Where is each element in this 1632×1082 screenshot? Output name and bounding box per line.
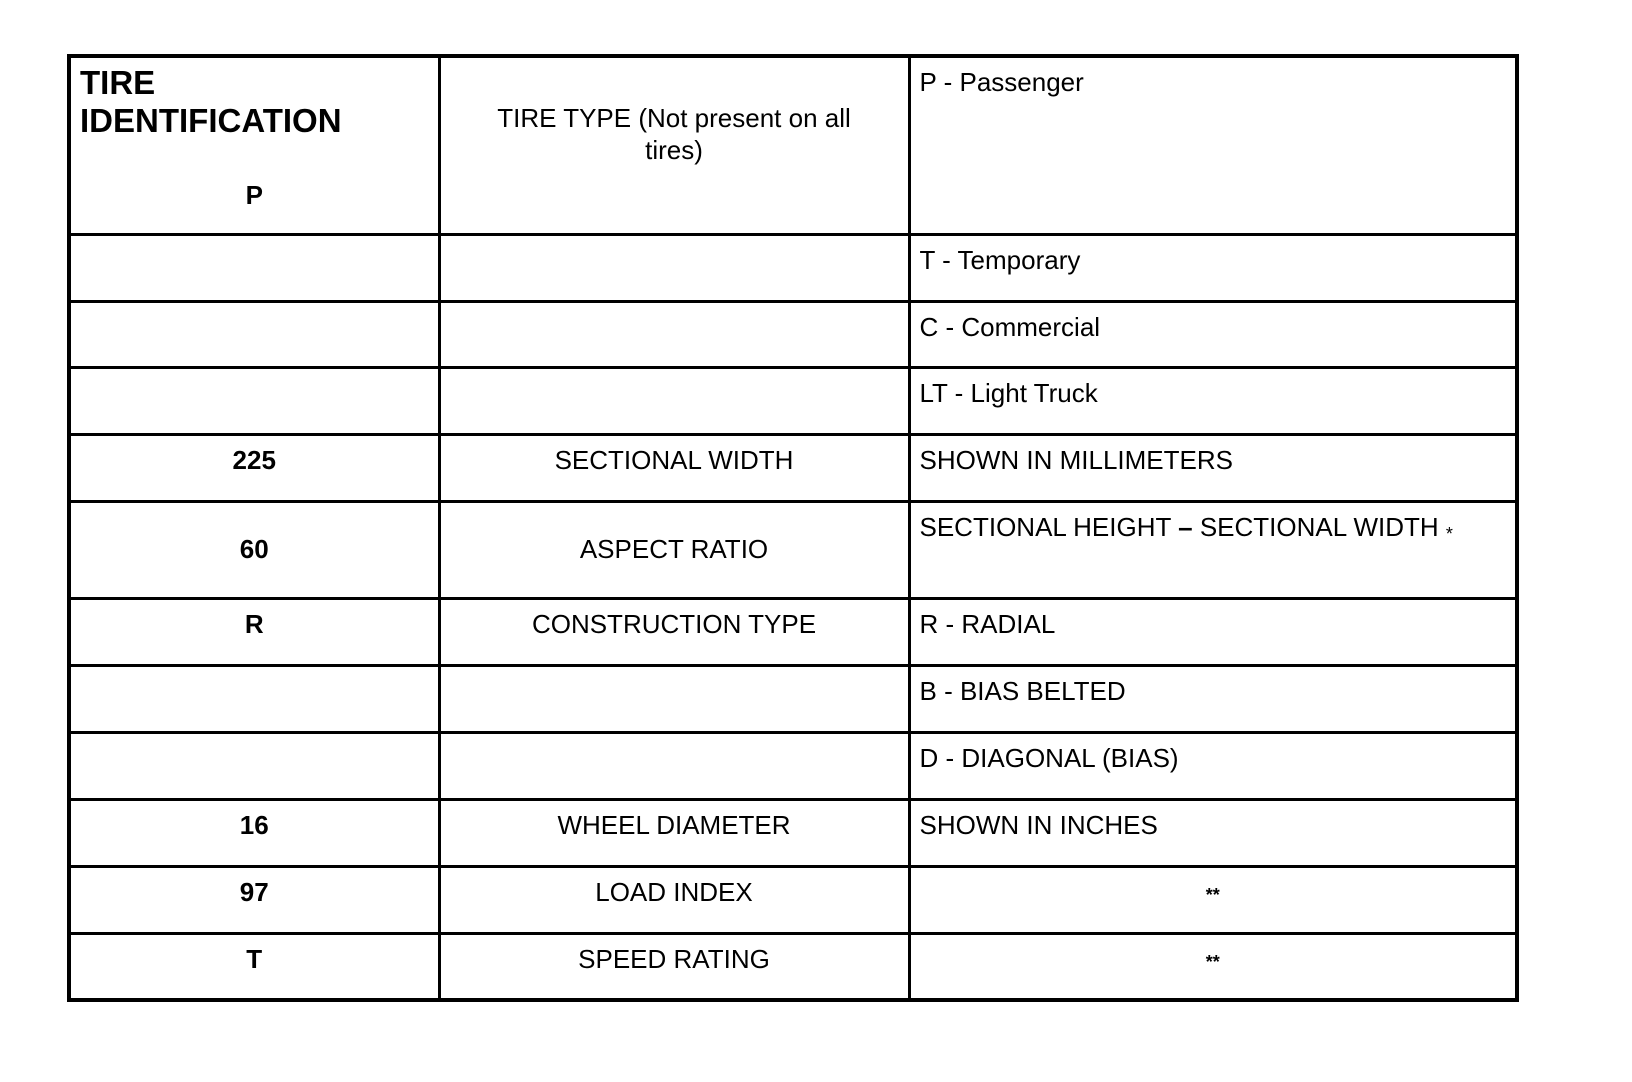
footnote-marker: ** xyxy=(1205,884,1220,905)
tire-type-note: P - Passenger xyxy=(919,67,1084,97)
description-cell: SPEED RATING xyxy=(439,933,909,1000)
description-cell xyxy=(439,234,909,301)
description-cell xyxy=(439,665,909,732)
table-row xyxy=(69,301,1517,367)
note-cell xyxy=(909,501,1517,598)
code-cell xyxy=(69,501,439,598)
table-row xyxy=(69,933,1517,1000)
table-row xyxy=(69,665,1517,732)
code-cell xyxy=(69,234,439,301)
tire-type-description: TIRE TYPE (Not present on all tires) xyxy=(497,103,851,165)
code-value: 60 xyxy=(239,534,269,564)
description-cell: CONSTRUCTION TYPE xyxy=(439,598,909,665)
note-cell: R - RADIAL xyxy=(909,598,1517,665)
code-cell: T xyxy=(69,933,439,1000)
table-row xyxy=(69,234,1517,301)
code-cell: R xyxy=(69,598,439,665)
tire-identification-cell xyxy=(69,56,439,234)
table-title-line1: TIRE xyxy=(80,64,156,101)
table-row xyxy=(69,866,1517,933)
description-cell: SECTIONAL WIDTH xyxy=(439,434,909,501)
code-cell xyxy=(69,665,439,732)
note-cell: SHOWN IN MILLIMETERS xyxy=(909,434,1517,501)
note-cell: LT - Light Truck xyxy=(909,367,1517,434)
description-value: ASPECT RATIO xyxy=(579,534,769,564)
note-cell: T - Temporary xyxy=(909,234,1517,301)
code-cell xyxy=(69,732,439,799)
table-row xyxy=(69,598,1517,665)
note-cell: D - DIAGONAL (BIAS) xyxy=(909,732,1517,799)
footnote-marker: ** xyxy=(1205,951,1220,972)
description-cell xyxy=(439,732,909,799)
description-cell: LOAD INDEX xyxy=(439,866,909,933)
table-row xyxy=(69,799,1517,866)
tire-type-note-cell xyxy=(909,56,1517,234)
description-cell: WHEEL DIAMETER xyxy=(439,799,909,866)
table-row xyxy=(69,501,1517,598)
tire-identification-table xyxy=(67,54,1519,1002)
note-cell xyxy=(909,866,1517,933)
note-cell xyxy=(909,933,1517,1000)
note-cell: SHOWN IN INCHES xyxy=(909,799,1517,866)
table-row xyxy=(69,367,1517,434)
note-cell: C - Commercial xyxy=(909,301,1517,367)
code-cell: 225 xyxy=(69,434,439,501)
aspect-ratio-numerator: SECTIONAL HEIGHT xyxy=(919,511,1171,542)
footnote-marker: * xyxy=(1445,523,1453,544)
note-cell: B - BIAS BELTED xyxy=(909,665,1517,732)
tire-type-code: P xyxy=(245,180,263,210)
code-cell: 16 xyxy=(69,799,439,866)
aspect-ratio-denominator: SECTIONAL WIDTH xyxy=(1199,511,1439,542)
aspect-ratio-formula xyxy=(920,512,1453,542)
aspect-ratio-separator: – xyxy=(1178,511,1193,542)
table-row-header xyxy=(69,56,1517,234)
table-row xyxy=(69,434,1517,501)
tire-type-description-cell xyxy=(439,56,909,234)
code-cell xyxy=(69,367,439,434)
code-cell: 97 xyxy=(69,866,439,933)
description-cell xyxy=(439,367,909,434)
description-cell xyxy=(439,301,909,367)
table-title-line2: IDENTIFICATION xyxy=(80,102,342,139)
description-cell xyxy=(439,501,909,598)
code-cell xyxy=(69,301,439,367)
table-row xyxy=(69,732,1517,799)
